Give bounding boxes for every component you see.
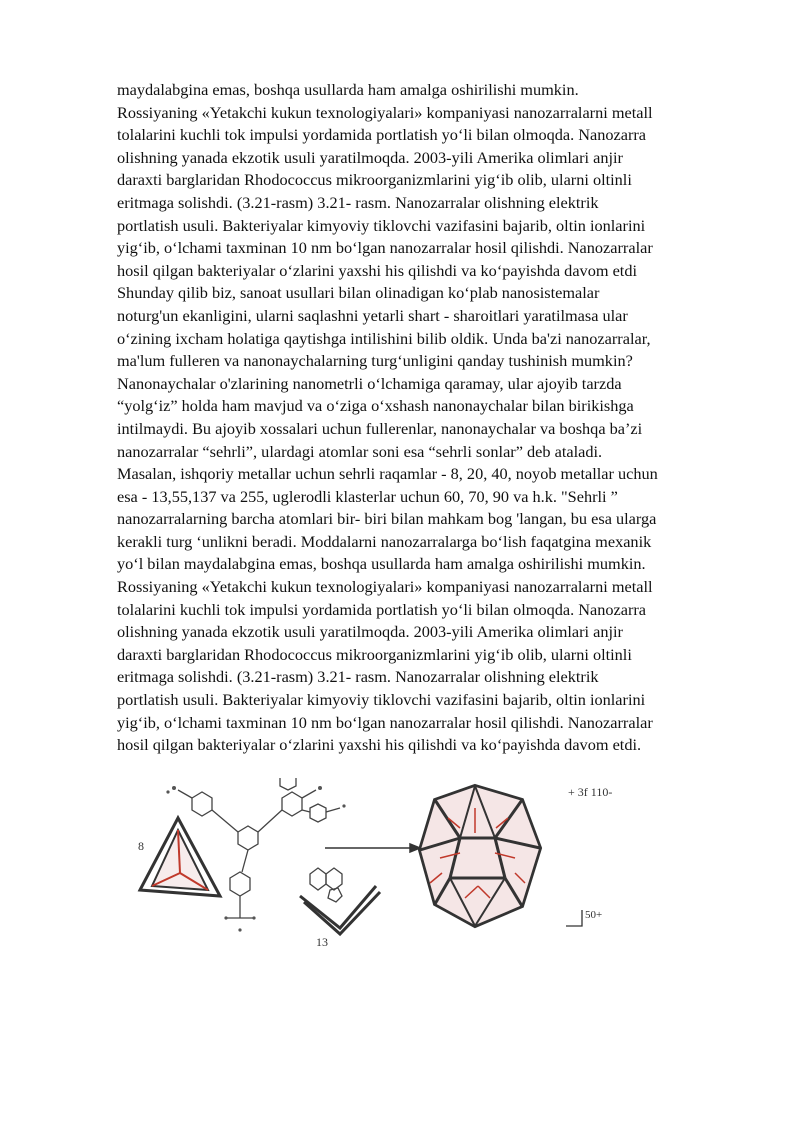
bracket-mark [566,910,582,926]
text-line: yig‘ib, o‘lchami taxminan 10 nm bo‘lgan nanozarralar hosil qilishdi. Nanozarralar [117,712,653,732]
figure-molecular-assembly [130,778,650,953]
text-line: Masalan, ishqoriy metallar uchun sehrli raqamlar - 8, 20, 40, noyob metallar uchun [117,464,658,484]
label-bottom: 13 [316,935,328,949]
text-line: yo‘l bilan maydalabgina emas, boshqa usullarda ham amalga oshirilishi mumkin. [117,554,646,574]
text-line: tolalarini kuchli tok impulsi yordamida portlatish yo‘li bilan olmoqda. Nanozarra [117,599,647,619]
text-line: noturg'un ekanligini, ularni saqlashni yetarli shart - sharoitlari yaratilmasa ular [117,305,628,325]
text-line: daraxti barglaridan Rhodococcus mikroorganizmlarini yig‘ib olib, ularni oltinli [117,170,632,190]
text-line: daraxti barglaridan Rhodococcus mikroorganizmlarini yig‘ib olib, ularni oltinli [117,644,632,664]
cage-structure [420,786,540,926]
text-line: o‘zining ixcham holatiga qaytishga intilishini bilib oldik. Unda ba'zi nanozarralar, [117,328,651,348]
text-line: eritmaga solishdi. (3.21-rasm) 3.21- rasm. Nanozarralar olishning elektrik [117,667,599,687]
text-line: nanozarralar “sehrli”, ulardagi atomlar soni esa “sehrli sonlar” deb ataladi. [117,441,603,461]
text-line: “yolg‘iz” holda ham mavjud va o‘ziga o‘xshash nanonaychalar bilan birikishga [117,396,634,416]
text-line: yig‘ib, o‘lchami taxminan 10 nm bo‘lgan nanozarralar hosil qilishdi. Nanozarralar [117,238,653,258]
text-line: hosil qilgan bakteriyalar o‘zlarini yaxshi his qilishdi va ko‘payishda davom etdi. [117,735,642,755]
text-line: hosil qilgan bakteriyalar o‘zlarini yaxshi his qilishdi va ko‘payishda davom etdi [117,260,637,280]
text-line: Shunday qilib biz, sanoat usullari bilan olinadigan ko‘plab nanosistemalar [117,283,600,303]
text-line: portlatish usuli. Bakteriyalar kimyoviy tiklovchi vazifasini bajarib, oltin ionlarini [117,215,646,235]
triangle-unit [140,818,220,896]
text-line: Rossiyaning «Yetakchi kukun texnologiyalari» kompaniyasi nanozarralarni metall [117,102,653,122]
text-line: intilmaydi. Bu ajoyib xossalari uchun fullerenlar, nanonaychalar va boshqa ba’zi [117,418,643,438]
label-top-right: + 3f 110- [568,785,613,799]
text-line: maydalabgina emas, boshqa usullarda ham amalga oshirilishi mumkin. [117,80,579,99]
text-line: esa - 13,55,137 va 255, uglerodli klasterlar uchun 60, 70, 90 va h.k. "Sehrli ” [117,486,618,506]
text-line: kerakli turg ‘unlikni beradi. Moddalarni nanozarralarga bo‘lish faqatgina mexanik [117,531,652,551]
label-bottom-right: 50+ [585,909,603,921]
text-line: eritmaga solishdi. (3.21-rasm) 3.21- rasm. Nanozarralar olishning elektrik [117,192,599,212]
text-line: olishning yanada ekzotik usuli yaratilmoqda. 2003-yili Amerika olimlari anjir [117,147,623,167]
body-text [117,79,747,757]
text-line: ma'lum fulleren va nanonaychalarning turg‘unligini qanday tushinish mumkin? [117,351,633,371]
label-left: 8 [138,839,144,853]
molecule-skeleton [178,778,340,918]
text-line: Rossiyaning «Yetakchi kukun texnologiyalari» kompaniyasi nanozarralarni metall [117,577,653,597]
text-line: Nanonaychalar o'zlarining nanometrli o‘lchamiga qaramay, ular ajoyib tarzda [117,373,622,393]
reaction-arrow [325,844,420,852]
text-line: nanozarralarning barcha atomlari bir- biri bilan mahkam bog 'langan, bu esa ularga [117,509,657,529]
text-line: portlatish usuli. Bakteriyalar kimyoviy tiklovchi vazifasini bajarib, oltin ionlarini [117,690,646,710]
molecular-assembly-drawing [130,778,650,953]
fused-ring-molecule [310,868,342,902]
text-line: tolalarini kuchli tok impulsi yordamida portlatish yo‘li bilan olmoqda. Nanozarra [117,125,647,145]
text-line: olishning yanada ekzotik usuli yaratilmoqda. 2003-yili Amerika olimlari anjir [117,622,623,642]
